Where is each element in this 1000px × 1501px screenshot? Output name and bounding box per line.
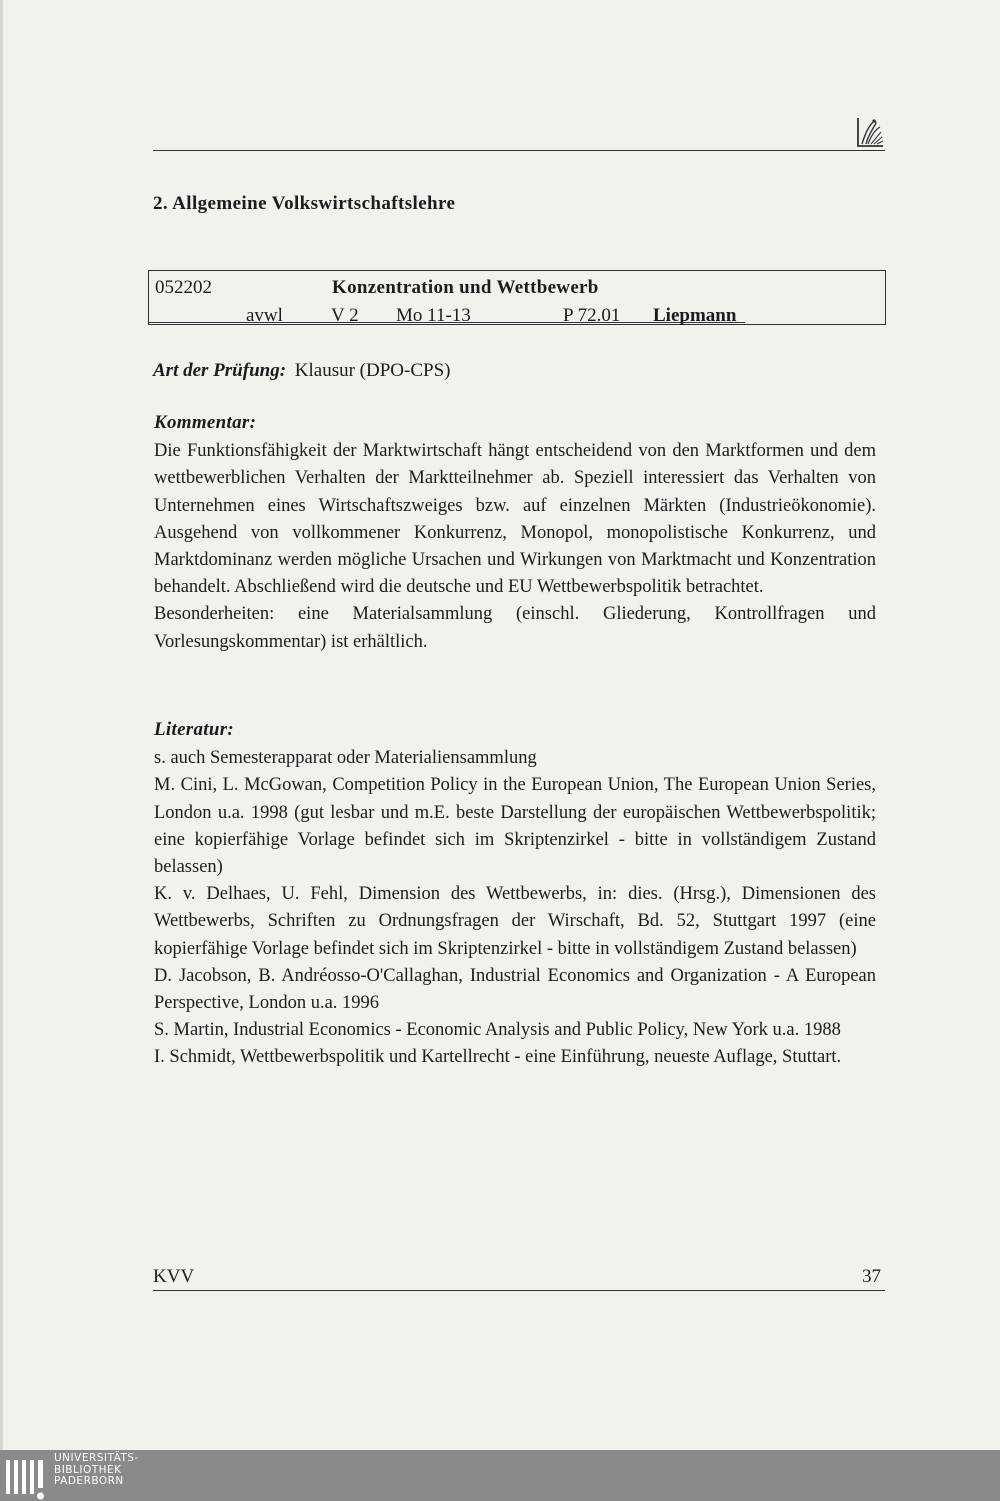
comment-paragraph: Die Funktionsfähigkeit der Marktwirtschaft hängt entscheidend von den Marktformen und dem wettbewerblichen Verhalten der Marktteilnehmer ab. Speziell interessiert das Verhalten von Unternehmen eines Wirtschaftszweiges bzw. auf einzelnen Märkten (Industrieökonomie). Ausgehend von vollkommener Konkurrenz, Monopol, monopolistische Konkurrenz, und Marktdominanz werden mögliche Ursachen und Wirkungen von Marktmacht und Konzentration behandelt. Abschließend wird die deutsche und EU Wettbewerbspolitik betrachtet. <box>154 441 876 598</box>
library-name-line: UNIVERSITÄTS- <box>54 1452 139 1464</box>
exam-type <box>153 360 450 382</box>
course-info-box <box>148 270 886 325</box>
literature-entry: I. Schmidt, Wettbewerbspolitik und Kartellrecht - eine Einführung, neueste Auflage, Stuttart. <box>154 1047 842 1068</box>
literature-entry: M. Cini, L. McGowan, Competition Policy in the European Union, The European Union Series, London u.a. 1998 (gut lesbar und m.E. beste Darstellung der europäischen Wettbewerbspolitik; eine kopierfähige Vorlage befindet sich im Skriptenzirkel - bitte in vollständigem Zustand belassen) <box>154 775 876 878</box>
page-number: 37 <box>862 1266 881 1287</box>
course-room: P 72.01 <box>563 305 621 326</box>
comment-section <box>154 409 876 656</box>
literature-entry: s. auch Semesterapparat oder Materialiensammlung <box>154 748 537 769</box>
section-title: 2. Allgemeine Volkswirtschaftslehre <box>153 193 456 214</box>
library-logo-icon <box>6 1458 48 1501</box>
library-name-line: BIBLIOTHEK <box>54 1463 122 1476</box>
comment-heading: Kommentar: <box>154 412 257 433</box>
library-bar <box>0 1450 1000 1501</box>
page-edge <box>0 0 3 1450</box>
course-rule <box>149 322 745 323</box>
course-code: avwl <box>246 305 283 326</box>
literature-entry: D. Jacobson, B. Andréosso-O'Callaghan, Industrial Economics and Organization - A European Perspective, London u.a. 1996 <box>154 965 876 1014</box>
header-rule <box>153 150 885 151</box>
exam-label: Art der Prüfung: <box>153 360 287 381</box>
course-id: 052202 <box>155 277 212 298</box>
comment-paragraph: Besonderheiten: eine Materialsammlung (einschl. Gliederung, Kontrollfragen und Vorlesungskommentar) ist erhältlich. <box>154 604 876 652</box>
literature-entry: S. Martin, Industrial Economics - Economic Analysis and Public Policy, New York u.a. 1988 <box>154 1020 841 1041</box>
library-name <box>54 1453 139 1488</box>
course-lecturer: Liepmann <box>653 305 737 326</box>
course-time: Mo 11-13 <box>396 305 471 326</box>
course-title: Konzentration und Wettbewerb <box>332 277 599 298</box>
exam-value: Klausur (DPO-CPS) <box>294 360 451 381</box>
library-stamp-icon <box>855 116 885 148</box>
footer-label: KVV <box>153 1266 195 1287</box>
footer-rule <box>153 1290 885 1291</box>
literature-entry: K. v. Delhaes, U. Fehl, Dimension des Wettbewerbs, in: dies. (Hrsg.), Dimensionen des Wettbewerbs, Schriften zu Ordnungsfragen der Wirschaft, Bd. 52, Stuttgart 1997 (eine kopierfähige Vorlage befindet sich im Skriptenzirkel - bitte in vollständigem Zustand belassen) <box>154 884 876 959</box>
library-name-line: PADERBORN <box>54 1475 124 1487</box>
course-type: V 2 <box>331 305 359 326</box>
literature-heading: Literatur: <box>154 719 235 740</box>
literature-section <box>154 716 876 1072</box>
